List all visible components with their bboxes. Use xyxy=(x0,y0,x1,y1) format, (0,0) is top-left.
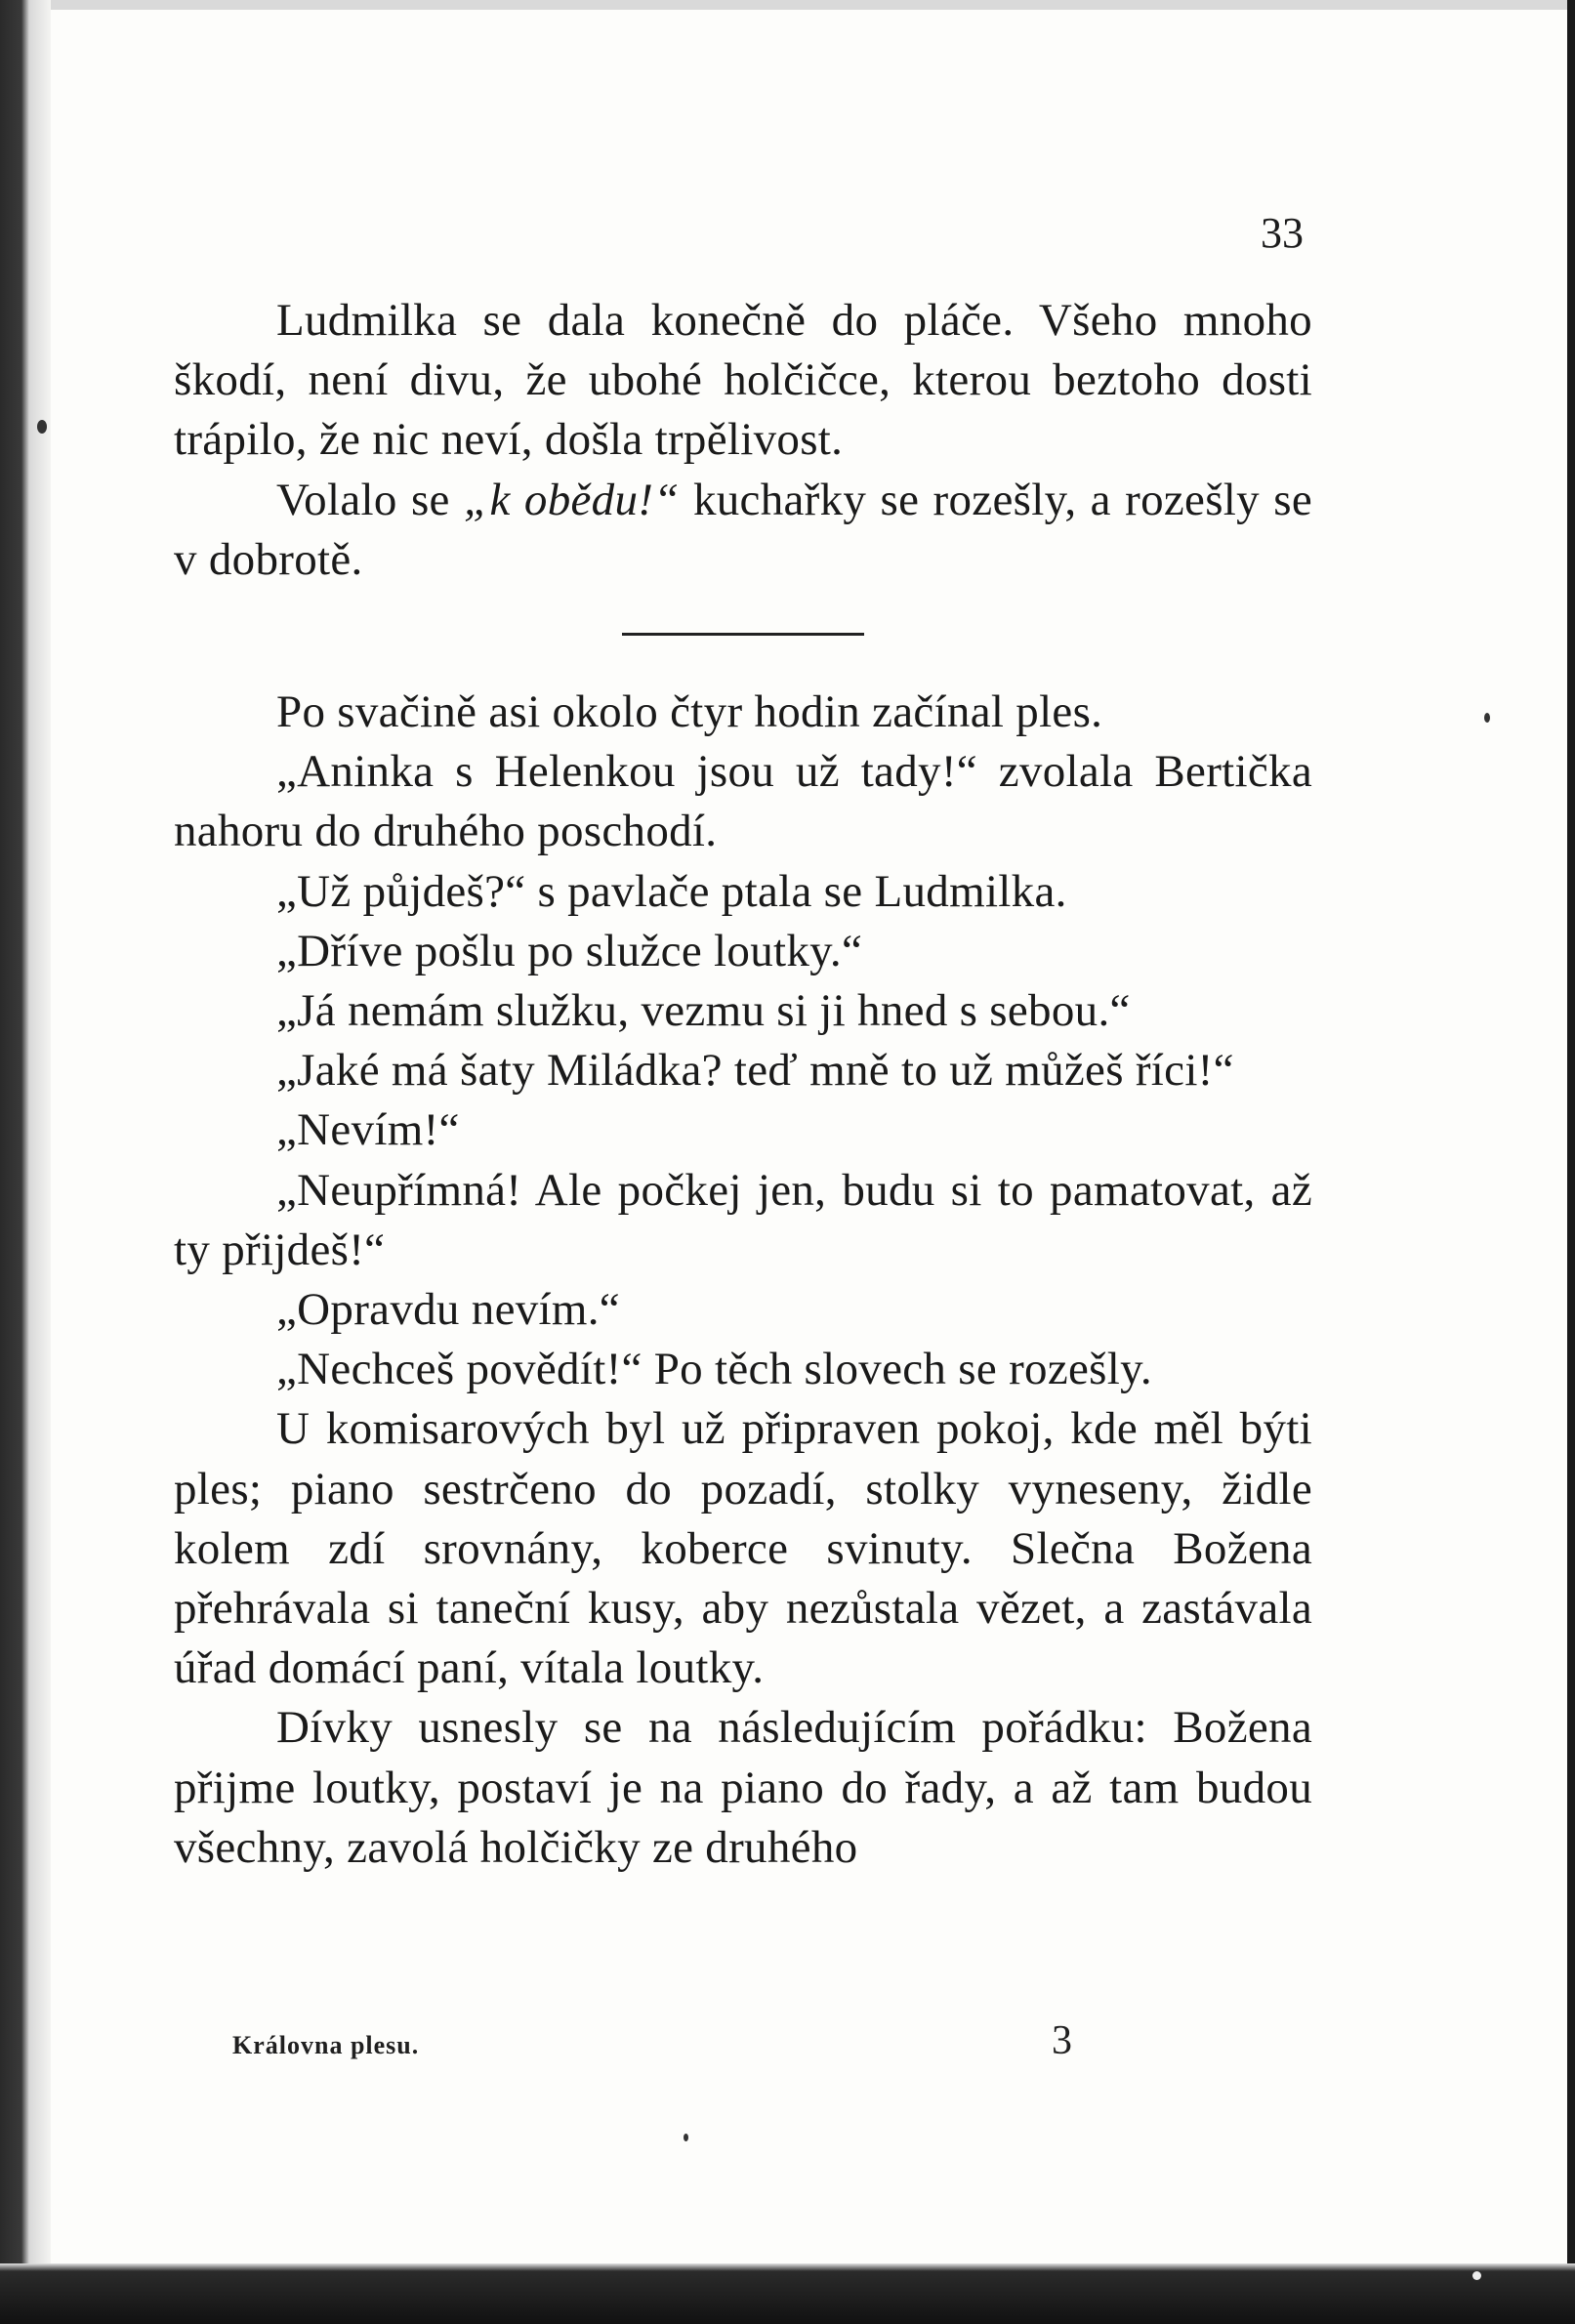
print-speck xyxy=(37,420,47,434)
text-run: Volalo se xyxy=(276,474,464,525)
paragraph: „Já nemám služku, vezmu si ji hned s sebou.“ xyxy=(276,985,1131,1037)
binding-shadow xyxy=(0,0,51,2324)
footer-signature: Královna plesu. xyxy=(232,2031,420,2059)
page-footer xyxy=(232,2017,1072,2076)
print-speck xyxy=(1472,2271,1481,2280)
print-speck xyxy=(684,2134,688,2141)
paragraph: „Nechceš povědít!“ Po těch slovech se rozešly. xyxy=(276,1344,1152,1395)
paragraph: „Neupřímná! Ale počkej jen, budu si to pamatovat, až ty přijdeš!“ xyxy=(174,1164,1312,1275)
paragraph: „Dříve pošlu po služce loutky.“ xyxy=(276,925,863,976)
paragraph: Po svačině asi okolo čtyr hodin začínal ples. xyxy=(276,686,1103,738)
paragraph: „Už půjdeš?“ s pavlače ptala se Ludmilka. xyxy=(276,865,1067,917)
section-divider xyxy=(622,633,864,636)
page-right-edge xyxy=(1567,0,1575,2324)
emphasis-text: „k obědu!“ xyxy=(464,474,680,525)
paragraph: „Opravdu nevím.“ xyxy=(276,1284,620,1336)
paragraph: „Aninka s Helenkou jsou už tady!“ zvolala Bertička nahoru do druhého poschodí. xyxy=(174,746,1312,857)
page-number: 33 xyxy=(1261,209,1304,257)
paragraph: Dívky usnesly se na následujícím pořádku: Božena přijme loutky, postaví je na piano do řady, a až tam budou všechny, zavolá holčičky ze druhého xyxy=(174,1702,1312,1873)
page-bottom-edge xyxy=(0,2263,1575,2324)
page-top-edge xyxy=(0,0,1575,10)
paragraph: „Nevím!“ xyxy=(276,1104,460,1156)
paragraph: „Jaké má šaty Miládka? teď mně to už můžeš říci!“ xyxy=(276,1045,1234,1097)
paragraph: Ludmilka se dala konečně do pláče. Všeho mnoho škodí, není divu, že ubohé holčičce, kterou beztoho dosti trápilo, že nic neví, došla trpělivost. xyxy=(174,295,1312,466)
print-speck xyxy=(1484,713,1490,723)
paragraph: U komisarových byl už připraven pokoj, kde měl býti ples; piano sestrčeno do pozadí, stolky vyneseny, židle kolem zdí srovnány, koberce svinuty. Slečna Božena přehrávala si taneční kusy, aby nezůstala vězet, a zastávala úřad domácí paní, vítala loutky. xyxy=(174,1403,1312,1694)
text-run: kuchařky se rozešly, a rozešly se v dobrotě. xyxy=(174,474,1312,585)
paragraph xyxy=(174,471,1312,590)
body-text xyxy=(174,291,1312,1878)
sheet-number: 3 xyxy=(1052,2018,1072,2063)
